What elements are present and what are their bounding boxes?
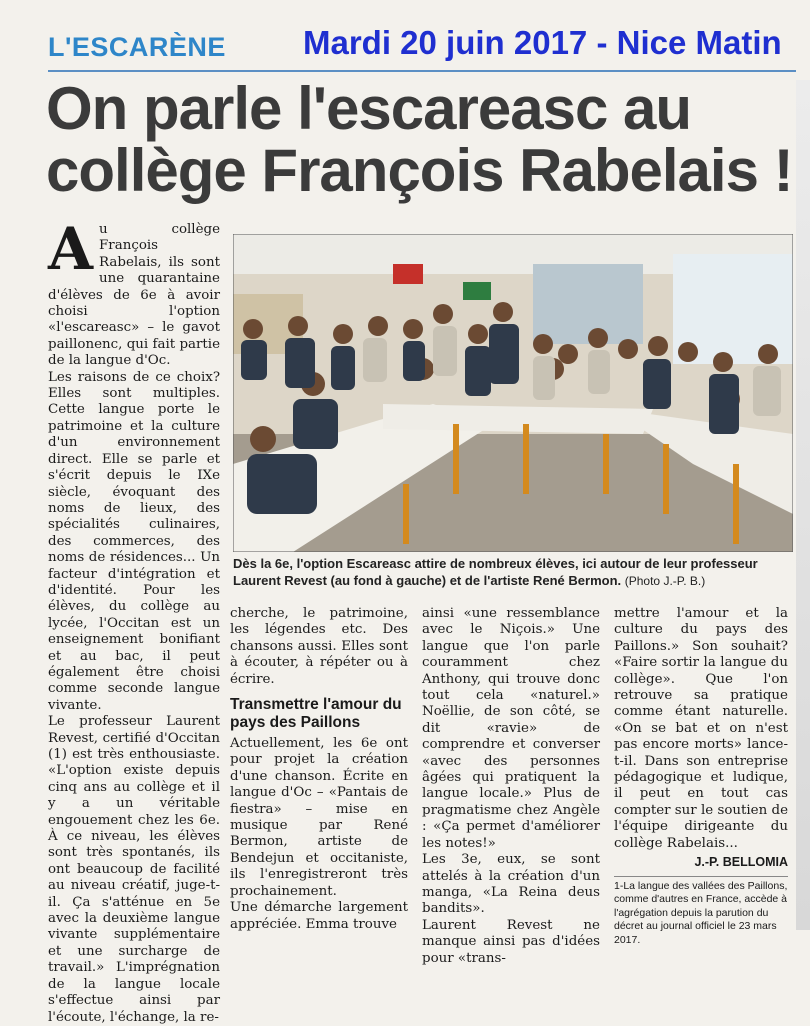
paragraph: Laurent Revest ne manque ainsi pas d'idées pour «trans- [422, 917, 600, 966]
article-subhead: Transmettre l'amour du pays des Paillons [230, 696, 402, 732]
photo-caption [233, 555, 795, 590]
paragraph: Les 3e, eux, se sont attelés à la création d'un manga, «La Reina deus bandits». [422, 852, 600, 917]
paragraph: Actuellement, les 6e ont pour projet la création d'une chanson. Écrite en langue d'Oc – «Pantais de fiestra» – mise en musique par René Bermon, artiste de Bendejun et occitaniste, ils l'enregistreront très prochainement. [230, 736, 408, 899]
paragraph: Les raisons de ce choix? Elles sont multiples. Cette langue porte le patrimoine et la culture d'un environnement direct. Elle se parle et s'écrit depuis le IXe siècle, évoquant des noms de lieux, des spécialités culinaires, des commerces, des noms de résidences... Un facteur d'intégration et d'identité. Pour les élèves, du collège au lycée, l'Occitan est un enseignement bonifiant et au bac, il peut également être choisi comme seconde langue vivante. [48, 369, 220, 713]
paragraph: Une démarche largement appréciée. Emma trouve [230, 900, 408, 932]
photo-credit: (Photo J.-P. B.) [624, 574, 706, 588]
drop-cap: A [48, 215, 94, 283]
article-column-3 [422, 606, 600, 967]
author-signature: J.-P. BELLOMIA [694, 855, 788, 870]
publication-dateline: Mardi 20 juin 2017 - Nice Matin [303, 24, 782, 61]
class-photo-illustration [233, 234, 793, 552]
photo-caption-text: Dès la 6e, l'option Escareasc attire de nombreux élèves, ici autour de leur professeur Laurent Revest (au fond à gauche) et de l'artiste René Bermon. [233, 556, 758, 588]
paragraph: u collège François Rabelais, ils sont une quarantaine d'élèves de 6e à avoir choisi l'option «l'escareasc» – le gavot paillonenc, qui fait partie de la langue d'Oc. [48, 222, 220, 369]
section-rubric: L'ESCARÈNE [48, 32, 226, 62]
paragraph: Le professeur Laurent Revest, certifié d'Occitan (1) est très enthousiaste. «L'option existe depuis cinq ans au collège et il y a un véritable engouement chez les 6e. À ce niveau, les élèves sont très spontanés, ils ont beaucoup de facilité au niveau créatif, juge-t-il. Ça s'atténue en 5e avec la deuxième langue vivante supplémentaire et une surcharge de travail.» L'imprégnation de la langue locale s'effectue ainsi par l'écoute, l'échange, la re- [48, 714, 220, 1025]
paragraph: cherche, le patrimoine, les légendes etc. Des chansons aussi. Elles sont à écouter, à répéter ou à écrire. [230, 606, 408, 687]
article-column-4 [614, 606, 788, 947]
paragraph: mettre l'amour et la culture du pays des Paillons.» Son souhait? «Faire sortir la langue du collège». Que l'on retrouve sa pratique comme étant naturelle. «On se bat et on n'est pas encore morts» lance-t-il. Dans son entreprise pédagogique et ludique, il peut en tout cas compter sur le soutien de l'équipe dirigeante du collège Rabelais... [614, 606, 788, 851]
paragraph: ainsi «une ressemblance avec le Niçois.» Une langue que l'on parle couramment chez Anthony, qui trouve donc tout cela «naturel.» Noëllie, de son côté, se dit «ravie» de comprendre et converser «avec des personnes âgées qui pratiquent la langue locale.» Plus de pragmatisme chez Angèle : «Ça permet d'améliorer les notes!» [422, 606, 600, 851]
header-rule [48, 70, 796, 72]
article-column-1 [48, 215, 220, 1026]
article-headline: On parle l'escareasc au collège François Rabelais ! [46, 75, 793, 204]
adjacent-page-edge [796, 80, 810, 930]
article-column-2 [230, 606, 408, 933]
class-photo [233, 234, 793, 552]
footnote: 1-La langue des vallées des Paillons, comme d'autres en France, accède à l'agrégation depuis la parution du décret au journal officiel le 23 mars 2017. [614, 876, 788, 948]
